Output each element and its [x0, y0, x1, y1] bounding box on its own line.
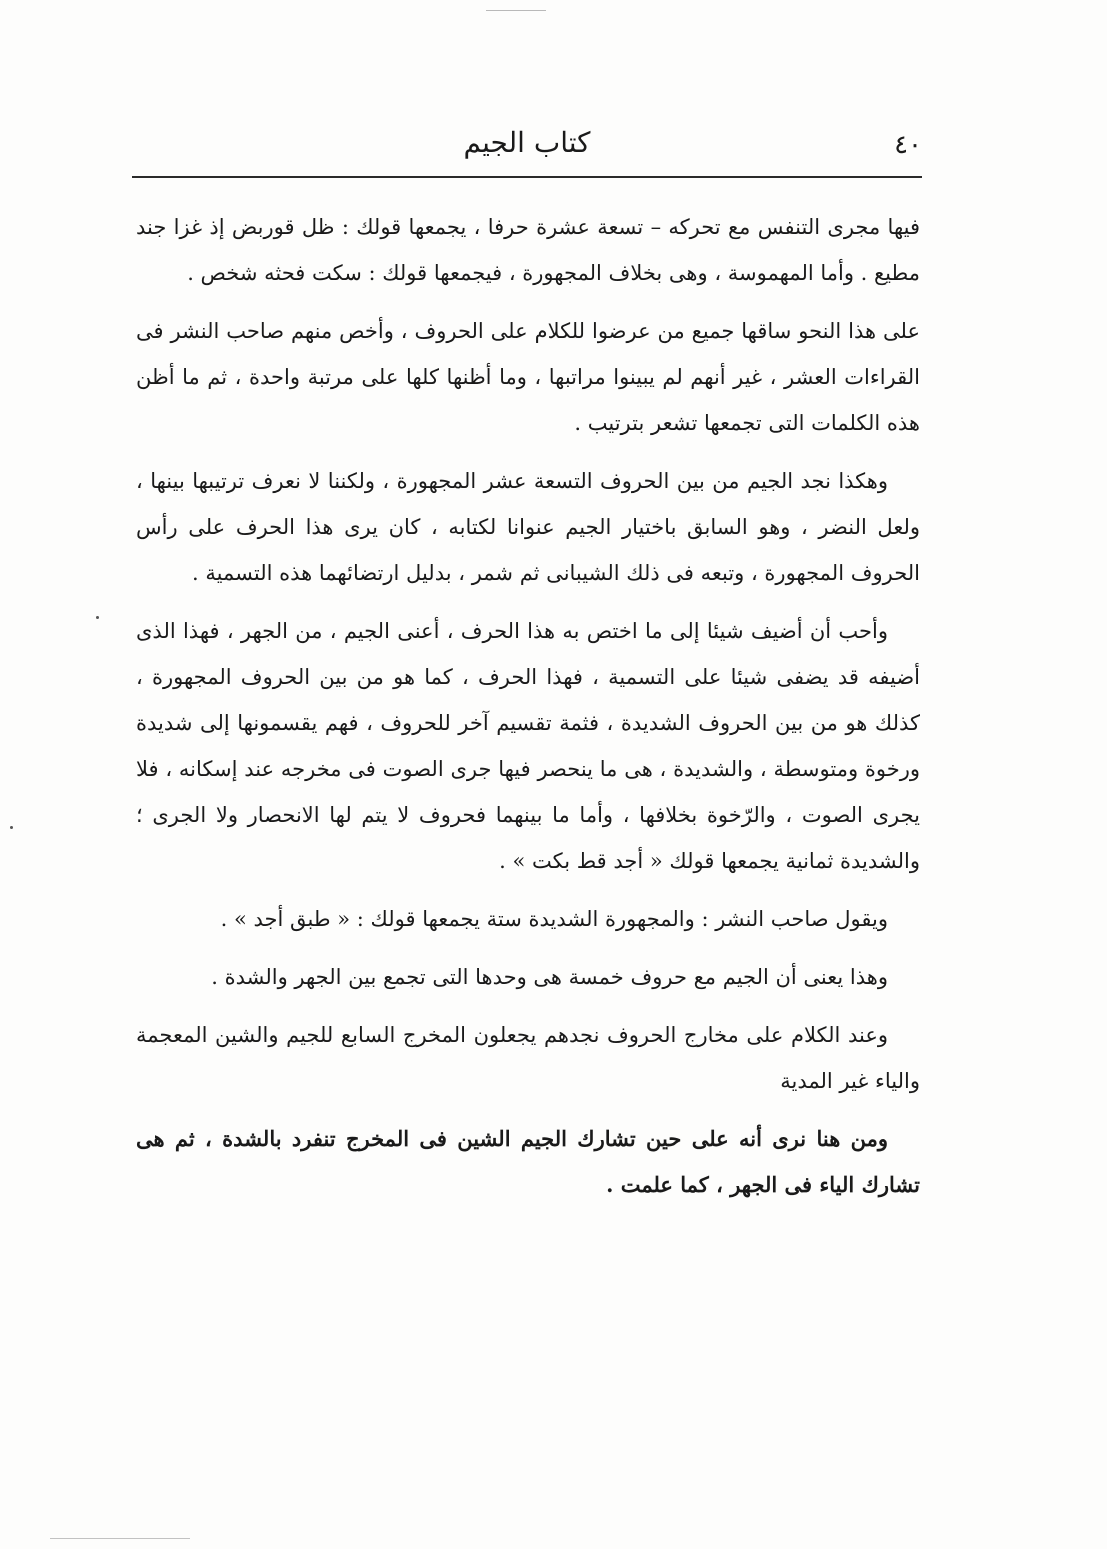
scan-edge-mark: [50, 1538, 190, 1539]
paragraph-8: ومن هنا نرى أنه على حين تشارك الجيم الشين فى المخرج تنفرد بالشدة ، ثم هى تشارك الياء فى الجهر ، كما علمت .: [136, 1126, 920, 1197]
page-body: [136, 204, 920, 1208]
paragraph-1: فيها مجرى التنفس مع تحركه – تسعة عشرة حرفا ، يجمعها قولك : ظل قوربض إذ غزا جند مطيع . وأما المهموسة ، وهى بخلاف المجهورة ، فيجمعها قولك : سكت فحثه شخص .: [136, 215, 920, 285]
paragraph-4: وأحب أن أضيف شيئا إلى ما اختص به هذا الحرف ، أعنى الجيم ، من الجهر ، فهذا الذى أضيفه قد يضفى شيئا على التسمية ، فهذا الحرف ، كما هو من بين الحروف المجهورة ، كذلك هو من بين الحروف الشديدة ، فثمة تقسيم آخر للحروف ، فهم يقسمونها إلى شديدة ورخوة ومتوسطة ، والشديدة ، هى ما ينحصر فيها جرى الصوت فى مخرجه عند إسكانه ، فلا يجرى الصوت ، والرّخوة بخلافها ، وأما ما بينهما فحروف لا يتم لها الانحصار ولا الجرى ؛ والشديدة ثمانية يجمعها قولك « أجد قط بكت » .: [136, 619, 920, 873]
header-rule: [132, 176, 922, 178]
paragraph-2: على هذا النحو ساقها جميع من عرضوا للكلام على الحروف ، وأخص منهم صاحب النشر فى القراءات العشر ، غير أنهم لم يبينوا مراتبها ، وما أظنها كلها على مرتبة واحدة ، ثم ما أظن هذه الكلمات التى تجمعها تشعر بترتيب .: [136, 319, 920, 435]
scan-edge-mark: [486, 10, 546, 11]
paragraph-6: وهذا يعنى أن الجيم مع حروف خمسة هى وحدها التى تجمع بين الجهر والشدة .: [211, 965, 888, 989]
paragraph-7: وعند الكلام على مخارج الحروف نجدهم يجعلون المخرج السابع للجيم والشين المعجمة والياء غير المدية: [136, 1023, 920, 1093]
paragraph-5: ويقول صاحب النشر : والمجهورة الشديدة ستة يجمعها قولك : « طبق أجد » .: [220, 907, 888, 931]
running-title: كتاب الجيم: [463, 126, 591, 159]
page-number: ٤٠: [894, 130, 922, 160]
scan-speck: [96, 616, 99, 619]
page-header: [132, 118, 922, 178]
scan-speck: [10, 826, 13, 829]
paragraph-3: وهكذا نجد الجيم من بين الحروف التسعة عشر المجهورة ، ولكننا لا نعرف ترتيبها بينها ، ولعل النضر ، وهو السابق باختيار الجيم عنوانا لكتابه ، كان يرى هذا الحرف على رأس الحروف المجهورة ، وتبعه فى ذلك الشيبانى ثم شمر ، بدليل ارتضائهما هذه التسمية .: [136, 469, 920, 585]
